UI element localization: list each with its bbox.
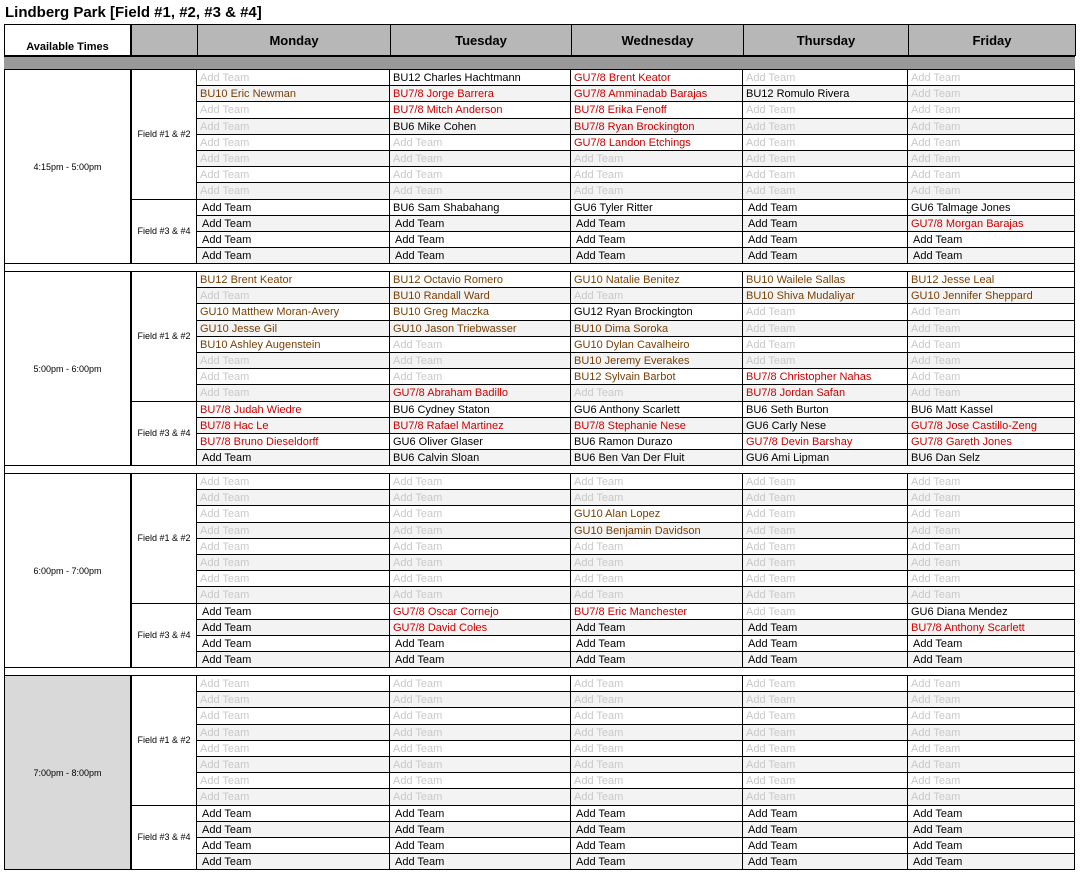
add-team-cell[interactable]: Add Team: [197, 692, 390, 708]
add-team-cell[interactable]: Add Team: [743, 587, 908, 603]
add-team-cell[interactable]: Add Team: [743, 304, 908, 320]
add-team-cell[interactable]: Add Team: [197, 636, 390, 652]
add-team-cell[interactable]: Add Team: [908, 555, 1075, 571]
team-cell[interactable]: BU7/8 Christopher Nahas: [743, 369, 908, 385]
team-cell[interactable]: BU6 Sam Shabahang: [390, 200, 571, 216]
team-cell[interactable]: BU12 Romulo Rivera: [743, 86, 908, 102]
add-team-cell[interactable]: Add Team: [390, 854, 571, 870]
team-cell[interactable]: GU6 Talmage Jones: [908, 200, 1075, 216]
team-cell[interactable]: BU10 Wailele Sallas: [743, 272, 908, 288]
team-cell[interactable]: BU12 Sylvain Barbot: [571, 369, 743, 385]
add-team-cell[interactable]: Add Team: [743, 757, 908, 773]
add-team-cell[interactable]: Add Team: [743, 119, 908, 135]
add-team-cell[interactable]: Add Team: [908, 636, 1075, 652]
add-team-cell[interactable]: Add Team: [743, 353, 908, 369]
add-team-cell[interactable]: Add Team: [908, 321, 1075, 337]
team-cell[interactable]: BU7/8 Rafael Martinez: [390, 418, 571, 434]
add-team-cell[interactable]: Add Team: [390, 757, 571, 773]
add-team-cell[interactable]: Add Team: [908, 474, 1075, 490]
add-team-cell[interactable]: Add Team: [908, 789, 1075, 805]
add-team-cell[interactable]: Add Team: [743, 789, 908, 805]
team-cell[interactable]: GU10 Jesse Gil: [197, 321, 390, 337]
add-team-cell[interactable]: Add Team: [390, 725, 571, 741]
field-label: Field #3 & #4: [131, 806, 197, 871]
add-team-cell[interactable]: Add Team: [908, 337, 1075, 353]
add-team-cell[interactable]: Add Team: [197, 725, 390, 741]
add-team-cell[interactable]: Add Team: [743, 555, 908, 571]
add-team-cell[interactable]: Add Team: [743, 248, 908, 264]
add-team-cell[interactable]: Add Team: [197, 854, 390, 870]
add-team-cell[interactable]: Add Team: [743, 167, 908, 183]
add-team-cell[interactable]: Add Team: [197, 183, 390, 199]
available-times-header: Available Times: [4, 24, 131, 56]
add-team-cell[interactable]: Add Team: [571, 652, 743, 668]
team-cell[interactable]: BU12 Octavio Romero: [390, 272, 571, 288]
team-cell[interactable]: BU7/8 Ryan Brockington: [571, 119, 743, 135]
add-team-cell[interactable]: Add Team: [743, 151, 908, 167]
add-team-cell[interactable]: Add Team: [197, 838, 390, 854]
time-slot-label: 6:00pm - 7:00pm: [4, 474, 131, 668]
add-team-cell[interactable]: Add Team: [390, 337, 571, 353]
add-team-cell[interactable]: Add Team: [743, 741, 908, 757]
add-team-cell[interactable]: Add Team: [908, 838, 1075, 854]
add-team-cell[interactable]: Add Team: [571, 490, 743, 506]
add-team-cell[interactable]: Add Team: [908, 587, 1075, 603]
add-team-cell[interactable]: Add Team: [908, 232, 1075, 248]
add-team-cell[interactable]: Add Team: [571, 854, 743, 870]
team-cell[interactable]: BU7/8 Eric Manchester: [571, 604, 743, 620]
add-team-cell[interactable]: Add Team: [197, 806, 390, 822]
add-team-cell[interactable]: Add Team: [571, 571, 743, 587]
add-team-cell[interactable]: Add Team: [197, 587, 390, 603]
add-team-cell[interactable]: Add Team: [390, 789, 571, 805]
team-cell[interactable]: GU10 Jason Triebwasser: [390, 321, 571, 337]
field-label: Field #3 & #4: [131, 604, 197, 669]
team-cell[interactable]: BU10 Shiva Mudaliyar: [743, 288, 908, 304]
add-team-cell[interactable]: Add Team: [197, 789, 390, 805]
add-team-cell[interactable]: Add Team: [390, 353, 571, 369]
add-team-cell[interactable]: Add Team: [390, 636, 571, 652]
add-team-cell[interactable]: Add Team: [390, 571, 571, 587]
add-team-cell[interactable]: Add Team: [908, 854, 1075, 870]
team-cell[interactable]: BU6 Ben Van Der Fluit: [571, 450, 743, 466]
block-separator: [4, 668, 1075, 676]
team-cell[interactable]: GU10 Matthew Moran-Avery: [197, 304, 390, 320]
add-team-cell[interactable]: Add Team: [197, 773, 390, 789]
add-team-cell[interactable]: Add Team: [908, 539, 1075, 555]
block-separator: [4, 466, 1075, 474]
add-team-cell[interactable]: Add Team: [743, 232, 908, 248]
team-cell[interactable]: BU12 Brent Keator: [197, 272, 390, 288]
add-team-cell[interactable]: Add Team: [743, 692, 908, 708]
add-team-cell[interactable]: Add Team: [197, 822, 390, 838]
field-label: Field #1 & #2: [131, 272, 197, 402]
team-cell[interactable]: GU7/8 Devin Barshay: [743, 434, 908, 450]
add-team-cell[interactable]: Add Team: [908, 119, 1075, 135]
team-cell[interactable]: BU7/8 Erika Fenoff: [571, 102, 743, 118]
add-team-cell[interactable]: Add Team: [743, 708, 908, 724]
add-team-cell[interactable]: Add Team: [743, 474, 908, 490]
team-cell[interactable]: BU6 Seth Burton: [743, 402, 908, 418]
add-team-cell[interactable]: Add Team: [571, 474, 743, 490]
add-team-cell[interactable]: Add Team: [743, 604, 908, 620]
team-cell[interactable]: BU10 Jeremy Everakes: [571, 353, 743, 369]
add-team-cell[interactable]: Add Team: [743, 854, 908, 870]
add-team-cell[interactable]: Add Team: [571, 539, 743, 555]
add-team-cell[interactable]: Add Team: [197, 708, 390, 724]
add-team-cell[interactable]: Add Team: [743, 838, 908, 854]
spreadsheet-title: Lindberg Park [Field #1, #2, #3 & #4]: [5, 3, 262, 21]
add-team-cell[interactable]: Add Team: [197, 676, 390, 692]
field-label: Field #3 & #4: [131, 402, 197, 467]
add-team-cell[interactable]: Add Team: [197, 70, 390, 86]
add-team-cell[interactable]: Add Team: [571, 167, 743, 183]
team-cell[interactable]: GU12 Ryan Brockington: [571, 304, 743, 320]
add-team-cell[interactable]: Add Team: [743, 652, 908, 668]
add-team-cell[interactable]: Add Team: [197, 200, 390, 216]
add-team-cell[interactable]: Add Team: [908, 741, 1075, 757]
add-team-cell[interactable]: Add Team: [571, 676, 743, 692]
add-team-cell[interactable]: Add Team: [390, 506, 571, 522]
team-cell[interactable]: BU7/8 Stephanie Nese: [571, 418, 743, 434]
add-team-cell[interactable]: Add Team: [197, 288, 390, 304]
add-team-cell[interactable]: Add Team: [571, 741, 743, 757]
add-team-cell[interactable]: Add Team: [197, 523, 390, 539]
add-team-cell[interactable]: Add Team: [571, 183, 743, 199]
team-cell[interactable]: BU7/8 Anthony Scarlett: [908, 620, 1075, 636]
team-cell[interactable]: BU12 Jesse Leal: [908, 272, 1075, 288]
team-cell[interactable]: BU10 Randall Ward: [390, 288, 571, 304]
add-team-cell[interactable]: Add Team: [390, 773, 571, 789]
add-team-cell[interactable]: Add Team: [571, 587, 743, 603]
time-slot-label: 4:15pm - 5:00pm: [4, 70, 131, 264]
team-cell[interactable]: BU6 Ramon Durazo: [571, 434, 743, 450]
team-cell[interactable]: GU6 Ami Lipman: [743, 450, 908, 466]
add-team-cell[interactable]: Add Team: [197, 450, 390, 466]
team-cell[interactable]: BU7/8 Mitch Anderson: [390, 102, 571, 118]
day-header-monday: Monday: [197, 24, 391, 56]
add-team-cell[interactable]: Add Team: [908, 506, 1075, 522]
add-team-cell[interactable]: Add Team: [197, 135, 390, 151]
add-team-cell[interactable]: Add Team: [197, 232, 390, 248]
add-team-cell[interactable]: Add Team: [908, 652, 1075, 668]
add-team-cell[interactable]: Add Team: [390, 135, 571, 151]
add-team-cell[interactable]: Add Team: [197, 652, 390, 668]
field-label: Field #1 & #2: [131, 676, 197, 806]
add-team-cell[interactable]: Add Team: [390, 587, 571, 603]
team-cell[interactable]: GU10 Jennifer Sheppard: [908, 288, 1075, 304]
team-cell[interactable]: GU7/8 Landon Etchings: [571, 135, 743, 151]
add-team-cell[interactable]: Add Team: [571, 555, 743, 571]
add-team-cell[interactable]: Add Team: [743, 806, 908, 822]
team-cell[interactable]: GU7/8 Gareth Jones: [908, 434, 1075, 450]
add-team-cell[interactable]: Add Team: [743, 490, 908, 506]
team-cell[interactable]: GU7/8 David Coles: [390, 620, 571, 636]
team-cell[interactable]: BU10 Dima Soroka: [571, 321, 743, 337]
add-team-cell[interactable]: Add Team: [390, 741, 571, 757]
time-slot-label: 7:00pm - 8:00pm: [4, 676, 131, 870]
add-team-cell[interactable]: Add Team: [743, 200, 908, 216]
add-team-cell[interactable]: Add Team: [197, 555, 390, 571]
header-band: [4, 56, 1075, 70]
add-team-cell[interactable]: Add Team: [390, 692, 571, 708]
field-column-header: [131, 24, 198, 56]
add-team-cell[interactable]: Add Team: [197, 741, 390, 757]
add-team-cell[interactable]: Add Team: [571, 232, 743, 248]
add-team-cell[interactable]: Add Team: [571, 806, 743, 822]
add-team-cell[interactable]: Add Team: [390, 232, 571, 248]
team-cell[interactable]: BU10 Greg Maczka: [390, 304, 571, 320]
add-team-cell[interactable]: Add Team: [571, 838, 743, 854]
team-cell[interactable]: GU10 Benjamin Davidson: [571, 523, 743, 539]
add-team-cell[interactable]: Add Team: [197, 248, 390, 264]
add-team-cell[interactable]: Add Team: [908, 151, 1075, 167]
add-team-cell[interactable]: Add Team: [743, 337, 908, 353]
team-cell[interactable]: GU7/8 Amminadab Barajas: [571, 86, 743, 102]
add-team-cell[interactable]: Add Team: [390, 806, 571, 822]
team-cell[interactable]: BU10 Eric Newman: [197, 86, 390, 102]
time-slot-label: 5:00pm - 6:00pm: [4, 272, 131, 466]
add-team-cell[interactable]: Add Team: [908, 183, 1075, 199]
add-team-cell[interactable]: Add Team: [390, 167, 571, 183]
add-team-cell[interactable]: Add Team: [390, 539, 571, 555]
add-team-cell[interactable]: Add Team: [743, 620, 908, 636]
add-team-cell[interactable]: Add Team: [571, 725, 743, 741]
team-cell[interactable]: BU6 Calvin Sloan: [390, 450, 571, 466]
add-team-cell[interactable]: Add Team: [390, 474, 571, 490]
add-team-cell[interactable]: Add Team: [908, 822, 1075, 838]
team-cell[interactable]: BU7/8 Jorge Barrera: [390, 86, 571, 102]
team-cell[interactable]: BU7/8 Judah Wiedre: [197, 402, 390, 418]
add-team-cell[interactable]: Add Team: [908, 806, 1075, 822]
field-label: Field #1 & #2: [131, 70, 197, 200]
add-team-cell[interactable]: Add Team: [743, 102, 908, 118]
add-team-cell[interactable]: Add Team: [197, 385, 390, 401]
add-team-cell[interactable]: Add Team: [197, 151, 390, 167]
team-cell[interactable]: GU6 Oliver Glaser: [390, 434, 571, 450]
add-team-cell[interactable]: Add Team: [743, 539, 908, 555]
team-cell[interactable]: GU6 Anthony Scarlett: [571, 402, 743, 418]
add-team-cell[interactable]: Add Team: [571, 773, 743, 789]
team-cell[interactable]: GU10 Dylan Cavalheiro: [571, 337, 743, 353]
team-cell[interactable]: GU6 Carly Nese: [743, 418, 908, 434]
add-team-cell[interactable]: Add Team: [197, 620, 390, 636]
add-team-cell[interactable]: Add Team: [743, 523, 908, 539]
add-team-cell[interactable]: Add Team: [908, 757, 1075, 773]
add-team-cell[interactable]: Add Team: [390, 369, 571, 385]
team-cell[interactable]: GU6 Tyler Ritter: [571, 200, 743, 216]
add-team-cell[interactable]: Add Team: [743, 216, 908, 232]
add-team-cell[interactable]: Add Team: [390, 708, 571, 724]
team-cell[interactable]: BU6 Mike Cohen: [390, 119, 571, 135]
add-team-cell[interactable]: Add Team: [197, 757, 390, 773]
add-team-cell[interactable]: Add Team: [197, 539, 390, 555]
team-cell[interactable]: BU6 Cydney Staton: [390, 402, 571, 418]
team-cell[interactable]: GU7/8 Oscar Cornejo: [390, 604, 571, 620]
add-team-cell[interactable]: Add Team: [390, 555, 571, 571]
team-cell[interactable]: BU6 Matt Kassel: [908, 402, 1075, 418]
add-team-cell[interactable]: Add Team: [197, 167, 390, 183]
add-team-cell[interactable]: Add Team: [743, 70, 908, 86]
team-cell[interactable]: GU7/8 Brent Keator: [571, 70, 743, 86]
add-team-cell[interactable]: Add Team: [743, 506, 908, 522]
team-cell[interactable]: BU10 Ashley Augenstein: [197, 337, 390, 353]
team-cell[interactable]: GU10 Natalie Benitez: [571, 272, 743, 288]
add-team-cell[interactable]: Add Team: [571, 620, 743, 636]
add-team-cell[interactable]: Add Team: [908, 523, 1075, 539]
add-team-cell[interactable]: Add Team: [197, 216, 390, 232]
team-cell[interactable]: BU6 Dan Selz: [908, 450, 1075, 466]
team-cell[interactable]: BU7/8 Jordan Safan: [743, 385, 908, 401]
add-team-cell[interactable]: Add Team: [571, 789, 743, 805]
add-team-cell[interactable]: Add Team: [908, 167, 1075, 183]
add-team-cell[interactable]: Add Team: [743, 571, 908, 587]
add-team-cell[interactable]: Add Team: [908, 385, 1075, 401]
add-team-cell[interactable]: Add Team: [743, 183, 908, 199]
add-team-cell[interactable]: Add Team: [197, 353, 390, 369]
add-team-cell[interactable]: Add Team: [908, 708, 1075, 724]
field-label: Field #3 & #4: [131, 200, 197, 265]
add-team-cell[interactable]: Add Team: [908, 102, 1075, 118]
add-team-cell[interactable]: Add Team: [908, 70, 1075, 86]
add-team-cell[interactable]: Add Team: [908, 248, 1075, 264]
add-team-cell[interactable]: Add Team: [571, 248, 743, 264]
team-cell[interactable]: GU7/8 Morgan Barajas: [908, 216, 1075, 232]
add-team-cell[interactable]: Add Team: [908, 725, 1075, 741]
team-cell[interactable]: GU6 Diana Mendez: [908, 604, 1075, 620]
add-team-cell[interactable]: Add Team: [390, 652, 571, 668]
add-team-cell[interactable]: Add Team: [908, 135, 1075, 151]
team-cell[interactable]: BU7/8 Hac Le: [197, 418, 390, 434]
add-team-cell[interactable]: Add Team: [908, 692, 1075, 708]
add-team-cell[interactable]: Add Team: [390, 822, 571, 838]
add-team-cell[interactable]: Add Team: [390, 523, 571, 539]
add-team-cell[interactable]: Add Team: [390, 838, 571, 854]
team-cell[interactable]: GU7/8 Abraham Badillo: [390, 385, 571, 401]
add-team-cell[interactable]: Add Team: [908, 86, 1075, 102]
add-team-cell[interactable]: Add Team: [743, 725, 908, 741]
team-cell[interactable]: GU10 Alan Lopez: [571, 506, 743, 522]
add-team-cell[interactable]: Add Team: [571, 822, 743, 838]
add-team-cell[interactable]: Add Team: [571, 151, 743, 167]
add-team-cell[interactable]: Add Team: [390, 216, 571, 232]
add-team-cell[interactable]: Add Team: [571, 636, 743, 652]
add-team-cell[interactable]: Add Team: [390, 490, 571, 506]
add-team-cell[interactable]: Add Team: [571, 692, 743, 708]
add-team-cell[interactable]: Add Team: [197, 119, 390, 135]
add-team-cell[interactable]: Add Team: [743, 822, 908, 838]
team-cell[interactable]: BU12 Charles Hachtmann: [390, 70, 571, 86]
add-team-cell[interactable]: Add Team: [908, 369, 1075, 385]
add-team-cell[interactable]: Add Team: [743, 636, 908, 652]
day-header-thursday: Thursday: [743, 24, 909, 56]
add-team-cell[interactable]: Add Team: [390, 248, 571, 264]
add-team-cell[interactable]: Add Team: [743, 773, 908, 789]
add-team-cell[interactable]: Add Team: [197, 490, 390, 506]
add-team-cell[interactable]: Add Team: [197, 369, 390, 385]
add-team-cell[interactable]: Add Team: [571, 385, 743, 401]
add-team-cell[interactable]: Add Team: [390, 151, 571, 167]
day-header-wednesday: Wednesday: [571, 24, 744, 56]
add-team-cell[interactable]: Add Team: [908, 490, 1075, 506]
team-cell[interactable]: BU7/8 Bruno Dieseldorff: [197, 434, 390, 450]
day-header-friday: Friday: [908, 24, 1076, 56]
add-team-cell[interactable]: Add Team: [197, 506, 390, 522]
add-team-cell[interactable]: Add Team: [197, 102, 390, 118]
add-team-cell[interactable]: Add Team: [743, 676, 908, 692]
add-team-cell[interactable]: Add Team: [197, 474, 390, 490]
add-team-cell[interactable]: Add Team: [908, 304, 1075, 320]
team-cell[interactable]: GU7/8 Jose Castillo-Zeng: [908, 418, 1075, 434]
day-header-tuesday: Tuesday: [390, 24, 572, 56]
add-team-cell[interactable]: Add Team: [743, 135, 908, 151]
add-team-cell[interactable]: Add Team: [571, 288, 743, 304]
add-team-cell[interactable]: Add Team: [390, 183, 571, 199]
add-team-cell[interactable]: Add Team: [197, 604, 390, 620]
block-separator: [4, 264, 1075, 272]
add-team-cell[interactable]: Add Team: [571, 757, 743, 773]
add-team-cell[interactable]: Add Team: [908, 676, 1075, 692]
add-team-cell[interactable]: Add Team: [743, 321, 908, 337]
add-team-cell[interactable]: Add Team: [908, 353, 1075, 369]
field-label: Field #1 & #2: [131, 474, 197, 604]
add-team-cell[interactable]: Add Team: [390, 676, 571, 692]
add-team-cell[interactable]: Add Team: [908, 571, 1075, 587]
add-team-cell[interactable]: Add Team: [908, 773, 1075, 789]
add-team-cell[interactable]: Add Team: [197, 571, 390, 587]
add-team-cell[interactable]: Add Team: [571, 216, 743, 232]
add-team-cell[interactable]: Add Team: [571, 708, 743, 724]
